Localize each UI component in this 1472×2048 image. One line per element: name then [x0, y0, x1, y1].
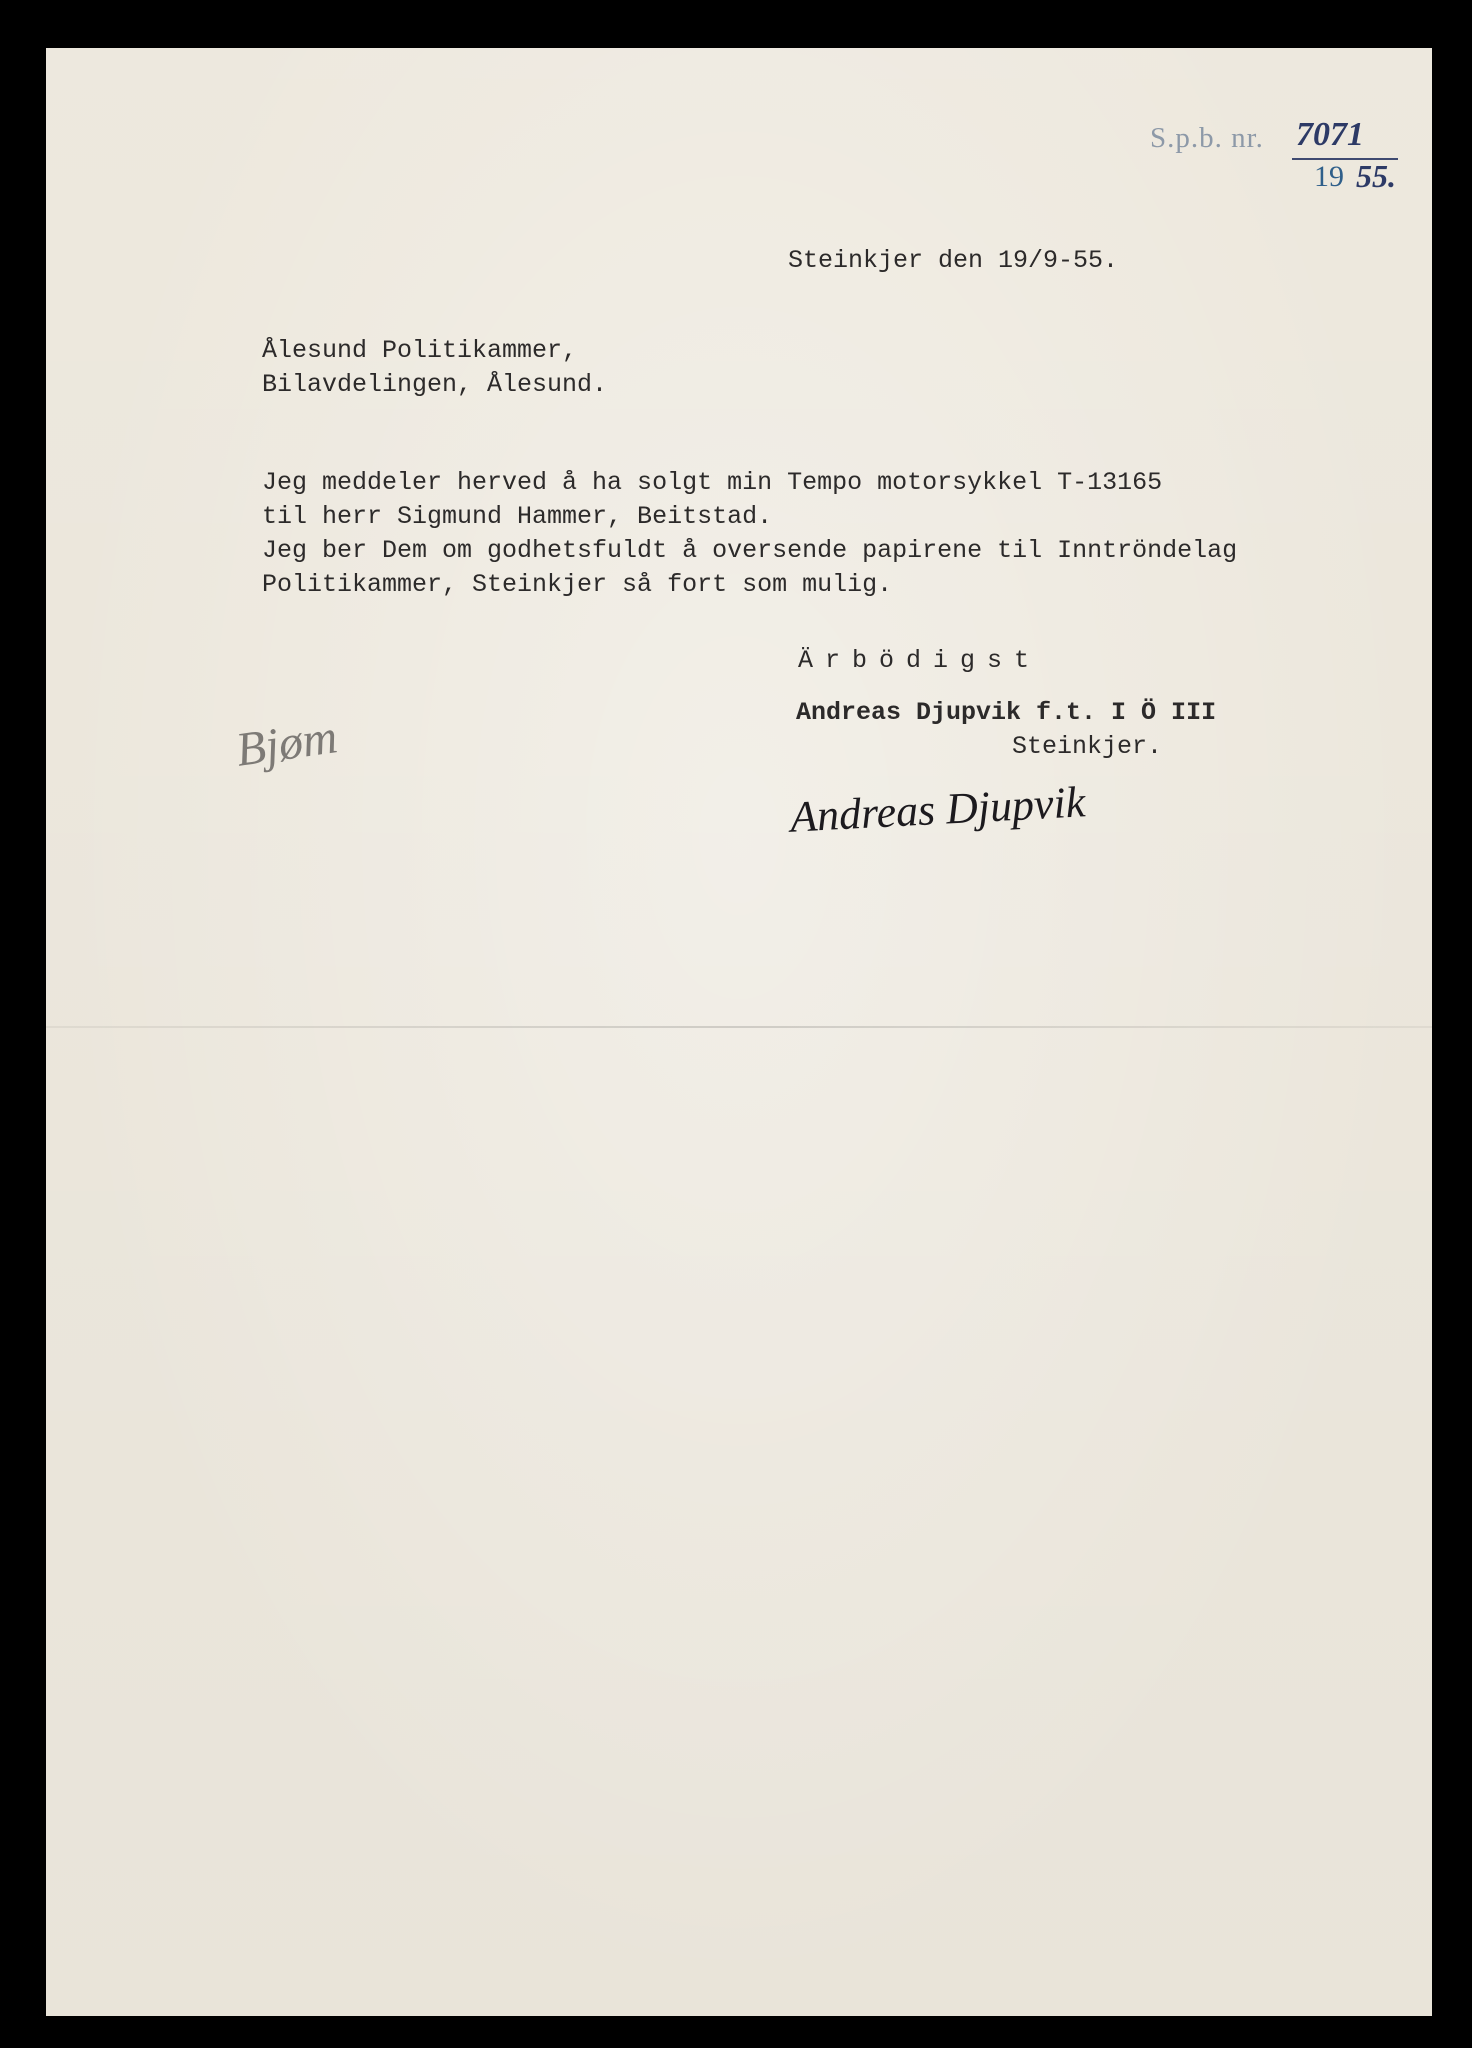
paper-fold-line: [46, 1026, 1432, 1028]
body-line-1: Jeg meddeler herved å ha solgt min Tempo motorsykkel T-13165: [262, 468, 1163, 497]
handwritten-signature: Andreas Djupvik: [788, 777, 1087, 842]
stamp-handwritten-number: 7071: [1296, 116, 1364, 153]
registration-stamp: [1104, 78, 1404, 194]
margin-initials: Bjøm: [232, 710, 341, 777]
stamp-year-printed: 19: [1314, 160, 1344, 193]
signature-place: Steinkjer.: [1012, 732, 1163, 761]
recipient-line-1: Ålesund Politikammer,: [262, 336, 578, 365]
date-line: Steinkjer den 19/9-55.: [788, 246, 1119, 275]
recipient-line-2: Bilavdelingen, Ålesund.: [262, 370, 608, 399]
closing: Ärbödigst: [798, 646, 1042, 675]
body-line-2: til herr Sigmund Hammer, Beitstad.: [262, 502, 773, 531]
stamp-year-handwritten: 55.: [1356, 158, 1396, 194]
body-line-4: Politikammer, Steinkjer så fort som mulig.: [262, 570, 893, 599]
body-line-3: Jeg ber Dem om godhetsfuldt å oversende papirene til Inntröndelag: [262, 536, 1238, 565]
letter-page: [46, 48, 1432, 2016]
stamp-label: S.p.b. nr.: [1150, 122, 1264, 154]
signature-name: Andreas Djupvik f.t. I Ö III: [796, 698, 1217, 727]
